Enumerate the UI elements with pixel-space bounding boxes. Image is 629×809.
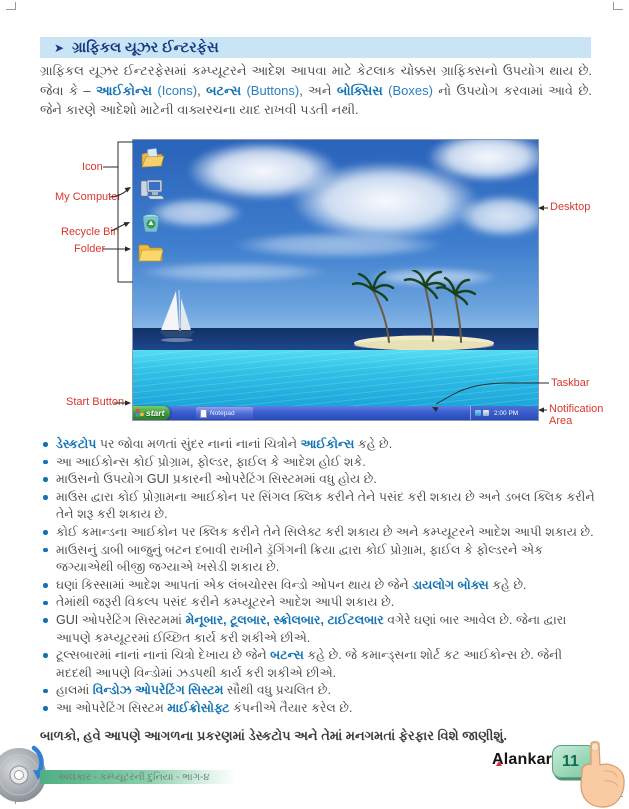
list-item bbox=[40, 682, 597, 700]
sailboat bbox=[157, 290, 203, 342]
text-run: , અને bbox=[299, 82, 337, 98]
notification-area bbox=[470, 406, 538, 420]
bullet-dot-icon bbox=[43, 689, 48, 694]
text-run: ટૂલ્સબારમાં નાનાં નાનાં ચિત્રો દેખાય છે જેને bbox=[56, 648, 271, 663]
logo-text: Alankar bbox=[492, 751, 553, 768]
crop-mark bbox=[613, 2, 623, 10]
text-run: માઉસનો ઉપયોગ GUI પ્રકારની ઓપરેટિંગ સિસ્ટમમાં વધુ હોય છે. bbox=[56, 472, 377, 487]
list-item bbox=[40, 594, 597, 612]
crop-mark bbox=[6, 2, 16, 10]
text-run: ડેસ્કટોપ bbox=[56, 437, 97, 451]
list-item bbox=[40, 489, 597, 524]
text-run: (Boxes) bbox=[382, 82, 433, 98]
list-item bbox=[40, 612, 597, 647]
label-notification-area: Notification Area bbox=[549, 403, 604, 427]
text-run: વગેરે ઘણાં બાર આવેલ છે. જેના દ્વારા આપણે કમ્પ્યૂટરમાં ઈચ્છિત કાર્ય કરી શકીએ છીએ. bbox=[56, 612, 567, 645]
island-illustration bbox=[351, 270, 501, 352]
list-item bbox=[40, 524, 597, 542]
text-run: (Buttons) bbox=[241, 82, 300, 98]
label-desktop: Desktop bbox=[550, 201, 591, 213]
text-run: કોઈ કમાન્ડના આઈકોન પર ક્લિક કરીને તેને સિલેક્ટ કરી શકાય છે અને કમ્પ્યૂટરને આદેશ આપી શકાય છે. bbox=[56, 524, 594, 539]
label-recycle-bin: Recycle Bin bbox=[61, 226, 120, 238]
bullet-dot-icon bbox=[43, 460, 48, 465]
text-run: નો ઉપયોગ કરવામાં આવે છે. જેને કારણે આદેશો માટેની વાક્યરચના યાદ રાખવી પડતી નથી. bbox=[40, 82, 592, 117]
text-run: કંપનીએ તૈયાર કરેલ છે. bbox=[229, 700, 353, 715]
intro-paragraph bbox=[40, 61, 592, 120]
arrow-icon: ➤ bbox=[54, 40, 65, 55]
cloud bbox=[458, 195, 539, 237]
task-button-text: Notepad bbox=[210, 409, 235, 417]
text-run: (Icons) bbox=[152, 82, 198, 98]
text-run: ગ્રાફિકલ યૂઝર ઈન્ટરફેસમાં કમ્પ્યૂટરને આદેશ આપવા માટે કેટલાક ચોક્કસ ગ્રાફિક્સનો ઉપયોગ થાય છે. જેવા કે – bbox=[40, 63, 592, 98]
start-button bbox=[133, 406, 170, 420]
label-icon: Icon bbox=[82, 161, 103, 173]
list-item bbox=[40, 577, 597, 595]
pointing-hand bbox=[571, 741, 629, 809]
text-run: મેનૂબાર, ટૂલબાર, સ્ક્રોલબાર, ટાઈટલબાર bbox=[185, 612, 384, 627]
text-run: આઈકોન્સ bbox=[300, 437, 355, 451]
bullet-dot-icon bbox=[43, 601, 48, 606]
tray-display-icon bbox=[475, 410, 481, 416]
clock: 2:00 PM bbox=[494, 409, 519, 417]
text-run: GUI ઓપરેટિંગ સિસ્ટમમાં bbox=[56, 612, 186, 627]
text-run: માઉસનું ડાબી બાજુનું બટન દબાવી રાખીને ડ્રૅગિંગની ક્રિયા દ્વારા કોઈ પ્રોગ્રામ, ફાઈલ કે ફોલ્ડરને એક જગ્યાએથી બીજી જગ્યાએ ખસેડી શકાય છે. bbox=[56, 542, 543, 575]
start-button-text: start bbox=[146, 408, 165, 418]
bullet-list bbox=[40, 436, 597, 744]
text-run: ઘણાં કિસ્સામાં આદેશ આપતાં એક લંબચોરસ વિન્ડો ઓપન થાય છે જેને bbox=[56, 577, 413, 592]
text-run: કહે છે. જે કમાન્ડ્સના શોર્ટ કટ આઈકોન્સ છે. જેની મદદથી આપણે વિન્ડોમાં ઝડપથી કાર્ય કરી શકીએ છીએ. bbox=[56, 648, 563, 680]
label-taskbar: Taskbar bbox=[551, 377, 590, 389]
water-ripples bbox=[133, 350, 538, 406]
taskbar-task-button bbox=[196, 407, 253, 419]
label-my-computer: My Computer bbox=[55, 191, 122, 203]
list-item bbox=[40, 700, 597, 718]
text-run: બટન્સ bbox=[206, 82, 242, 98]
my-documents-icon bbox=[139, 146, 165, 170]
bullet-dot-icon bbox=[43, 548, 48, 553]
list-item bbox=[40, 542, 597, 577]
text-run: માઈક્રોસોફ્ટ bbox=[167, 700, 230, 715]
bullet-dot-icon bbox=[43, 653, 48, 658]
text-run: પર જોવા મળતાં સુંદર નાનાં નાનાં ચિત્રોને bbox=[96, 437, 301, 451]
text-run: કહે છે. bbox=[354, 437, 393, 451]
series-title: અલંકાર - કમ્પ્યૂટરની દુનિયા - ભાગ-૪ bbox=[58, 771, 210, 783]
folder-icon bbox=[137, 240, 163, 264]
bullet-dot-icon bbox=[43, 530, 48, 535]
list-item bbox=[40, 471, 597, 489]
bullet-dot-icon bbox=[43, 706, 48, 711]
page-title: ગ્રાફિકલ યૂઝર ઈન્ટરફેસ bbox=[72, 39, 219, 56]
section-header bbox=[40, 37, 591, 58]
bullet-dot-icon bbox=[43, 442, 48, 447]
recycle-bin-icon bbox=[138, 210, 164, 234]
text-run: આ ઓપરેટિંગ સિસ્ટમ bbox=[56, 700, 168, 715]
footer-series-bar bbox=[40, 770, 236, 784]
text-run: આ આઈકોન્સ કોઈ પ્રોગ્રામ, ફોલ્ડર, ફાઈલ કે આદેશ હોઈ શકે. bbox=[56, 454, 366, 469]
alankar-logo bbox=[492, 751, 556, 769]
text-run: બટન્સ bbox=[270, 648, 304, 663]
text-run: તેમાંથી જરૂરી વિકલ્પ પસંદ કરીને કમ્પ્યૂટરને આદેશ આપી શકાય છે. bbox=[56, 595, 395, 610]
bullet-dot-icon bbox=[43, 495, 48, 500]
tray-volume-icon bbox=[483, 410, 489, 416]
bullet-dot-icon bbox=[43, 583, 48, 588]
text-run: , bbox=[197, 82, 207, 98]
windows-flag-icon bbox=[136, 409, 144, 417]
closing-sentence: બાળકો, હવે આપણે આગળના પ્રકરણમાં ડેસ્કટોપ અને તેમાં મનગમતાં ફેરફાર વિશે જાણીશું. bbox=[40, 727, 507, 743]
logo-red-triangle bbox=[496, 761, 502, 766]
windows-desktop-screenshot bbox=[132, 139, 539, 421]
cloud bbox=[233, 232, 443, 258]
text-run: આઈકોન્સ bbox=[96, 82, 153, 98]
list-item bbox=[40, 647, 597, 682]
document-icon bbox=[200, 409, 207, 418]
text-run: હાલમાં bbox=[56, 683, 93, 698]
cloud bbox=[138, 262, 328, 282]
label-folder: Folder bbox=[74, 243, 106, 255]
text-run: માઉસ દ્વારા કોઈ પ્રોગ્રામના આઈકોન પર સિંગલ ક્લિક કરીને તેને પસંદ કરી શકાય છે અને ડબલ ક્લિક કરીને તેને શરૂ કરી શકાય છે. bbox=[56, 489, 595, 522]
text-run: વિન્ડોઝ ઓપરેટિંગ સિસ્ટમ bbox=[92, 683, 224, 698]
list-item bbox=[40, 436, 597, 454]
taskbar bbox=[133, 406, 538, 420]
text-run: બોક્સિસ bbox=[336, 82, 383, 98]
label-start-button: Start Button bbox=[66, 396, 125, 408]
text-run: ડાયલોગ બોક્સ bbox=[412, 577, 489, 592]
page-number: 11 bbox=[562, 752, 579, 770]
list-item bbox=[40, 454, 597, 472]
bullet-dot-icon bbox=[43, 618, 48, 623]
text-run: સૌથી વધુ પ્રચલિત છે. bbox=[223, 683, 331, 698]
bullet-dot-icon bbox=[43, 477, 48, 482]
text-run: કહે છે. bbox=[488, 577, 527, 592]
my-computer-icon bbox=[138, 177, 164, 201]
